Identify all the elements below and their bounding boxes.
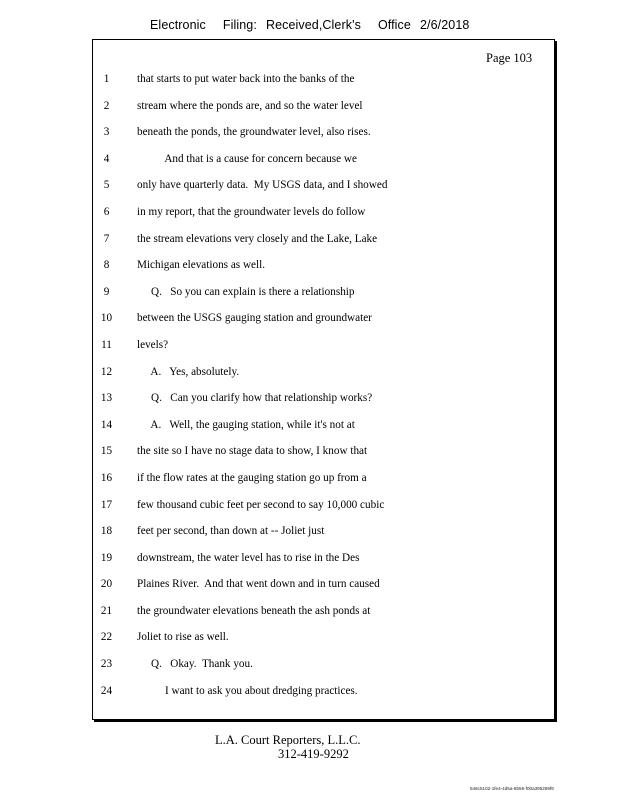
line-number: 16 <box>100 471 113 484</box>
line-text: only have quarterly data. My USGS data, and I showed <box>137 179 388 192</box>
line-number: 2 <box>103 99 110 112</box>
reporter-firm-name: L.A. Court Reporters, L.L.C. <box>215 733 361 747</box>
line-number: 5 <box>103 179 110 192</box>
electronic-filing-header <box>150 18 469 32</box>
line-number: 7 <box>103 232 110 245</box>
filing-word: Received,Clerk's <box>265 18 361 32</box>
line-text: between the USGS gauging station and groundwater <box>137 312 372 325</box>
transcript-line <box>0 286 618 313</box>
transcript-line <box>0 179 618 206</box>
transcript-line <box>0 605 618 632</box>
line-text: Q. Can you clarify how that relationship works? <box>137 392 373 405</box>
transcript-line <box>0 206 618 233</box>
line-number: 20 <box>100 578 113 591</box>
line-number: 18 <box>100 525 113 538</box>
line-text: Plaines River. And that went down and in turn caused <box>137 578 380 591</box>
transcript-line <box>0 578 618 605</box>
line-text: the groundwater elevations beneath the ash ponds at <box>137 604 371 617</box>
line-number: 17 <box>100 498 113 511</box>
transcript-line <box>0 312 618 339</box>
line-number: 19 <box>100 551 113 564</box>
line-number: 6 <box>103 205 110 218</box>
line-text: beneath the ponds, the groundwater level, also rises. <box>137 126 371 139</box>
transcript-line <box>0 153 618 180</box>
transcript-line <box>0 392 618 419</box>
transcript-line <box>0 73 618 100</box>
filing-word: Office <box>377 18 411 32</box>
line-text: I want to ask you about dredging practices. <box>137 684 358 697</box>
line-number: 3 <box>103 126 110 139</box>
filing-word: Electronic <box>150 18 206 32</box>
transcript-line <box>0 445 618 472</box>
line-text: And that is a cause for concern because we <box>137 152 357 165</box>
line-text: Michigan elevations as well. <box>137 259 266 272</box>
line-number: 22 <box>100 631 113 644</box>
line-text: that starts to put water back into the banks of the <box>137 73 355 85</box>
transcript-line <box>0 339 618 366</box>
transcript-line <box>0 525 618 552</box>
transcript-line <box>0 233 618 260</box>
line-number: 9 <box>103 285 110 298</box>
line-number: 23 <box>100 658 113 671</box>
transcript-line <box>0 631 618 658</box>
line-number: 13 <box>100 392 113 405</box>
line-text: downstream, the water level has to rise in the Des <box>137 551 360 564</box>
transcript-line <box>0 472 618 499</box>
line-number: 24 <box>100 684 113 697</box>
line-text: Q. So you can explain is there a relationship <box>137 285 355 298</box>
line-number: 12 <box>100 365 113 378</box>
transcript-lines <box>0 73 618 711</box>
transcript-line <box>0 126 618 153</box>
transcript-line <box>0 259 618 286</box>
line-number: 21 <box>100 604 113 617</box>
line-number: 1 <box>103 73 110 85</box>
line-text: feet per second, than down at -- Joliet just <box>137 525 325 538</box>
document-id: 546c5102-1fe4-4d5a-8b56-f00a395289f6 <box>470 786 554 791</box>
line-text: in my report, that the groundwater levels do follow <box>137 205 366 218</box>
line-text: the site so I have no stage data to show, I know that <box>137 445 368 458</box>
line-text: A. Yes, absolutely. <box>137 365 240 378</box>
line-text: stream where the ponds are, and so the water level <box>137 99 363 112</box>
line-text: levels? <box>137 338 169 351</box>
transcript-line <box>0 366 618 393</box>
line-text: the stream elevations very closely and the Lake, Lake <box>137 232 378 245</box>
line-number: 4 <box>103 152 110 165</box>
line-number: 14 <box>100 418 113 431</box>
line-text: Joliet to rise as well. <box>137 631 229 644</box>
line-number: 11 <box>101 338 112 351</box>
line-number: 15 <box>100 445 113 458</box>
filing-date: 2/6/2018 <box>419 18 470 32</box>
filing-word: Filing: <box>222 18 257 32</box>
line-text: few thousand cubic feet per second to say 10,000 cubic <box>137 498 385 511</box>
transcript-line <box>0 658 618 685</box>
page-number: Page 103 <box>486 51 533 65</box>
transcript-line <box>0 685 618 712</box>
line-number: 8 <box>103 259 110 272</box>
line-text: A. Well, the gauging station, while it's not at <box>137 418 355 431</box>
line-number: 10 <box>100 312 113 325</box>
transcript-line <box>0 499 618 526</box>
transcript-line <box>0 419 618 446</box>
transcript-line <box>0 100 618 127</box>
line-text: if the flow rates at the gauging station go up from a <box>137 471 367 484</box>
transcript-line <box>0 552 618 579</box>
reporter-phone: 312-419-9292 <box>278 747 349 761</box>
line-text: Q. Okay. Thank you. <box>137 658 253 671</box>
